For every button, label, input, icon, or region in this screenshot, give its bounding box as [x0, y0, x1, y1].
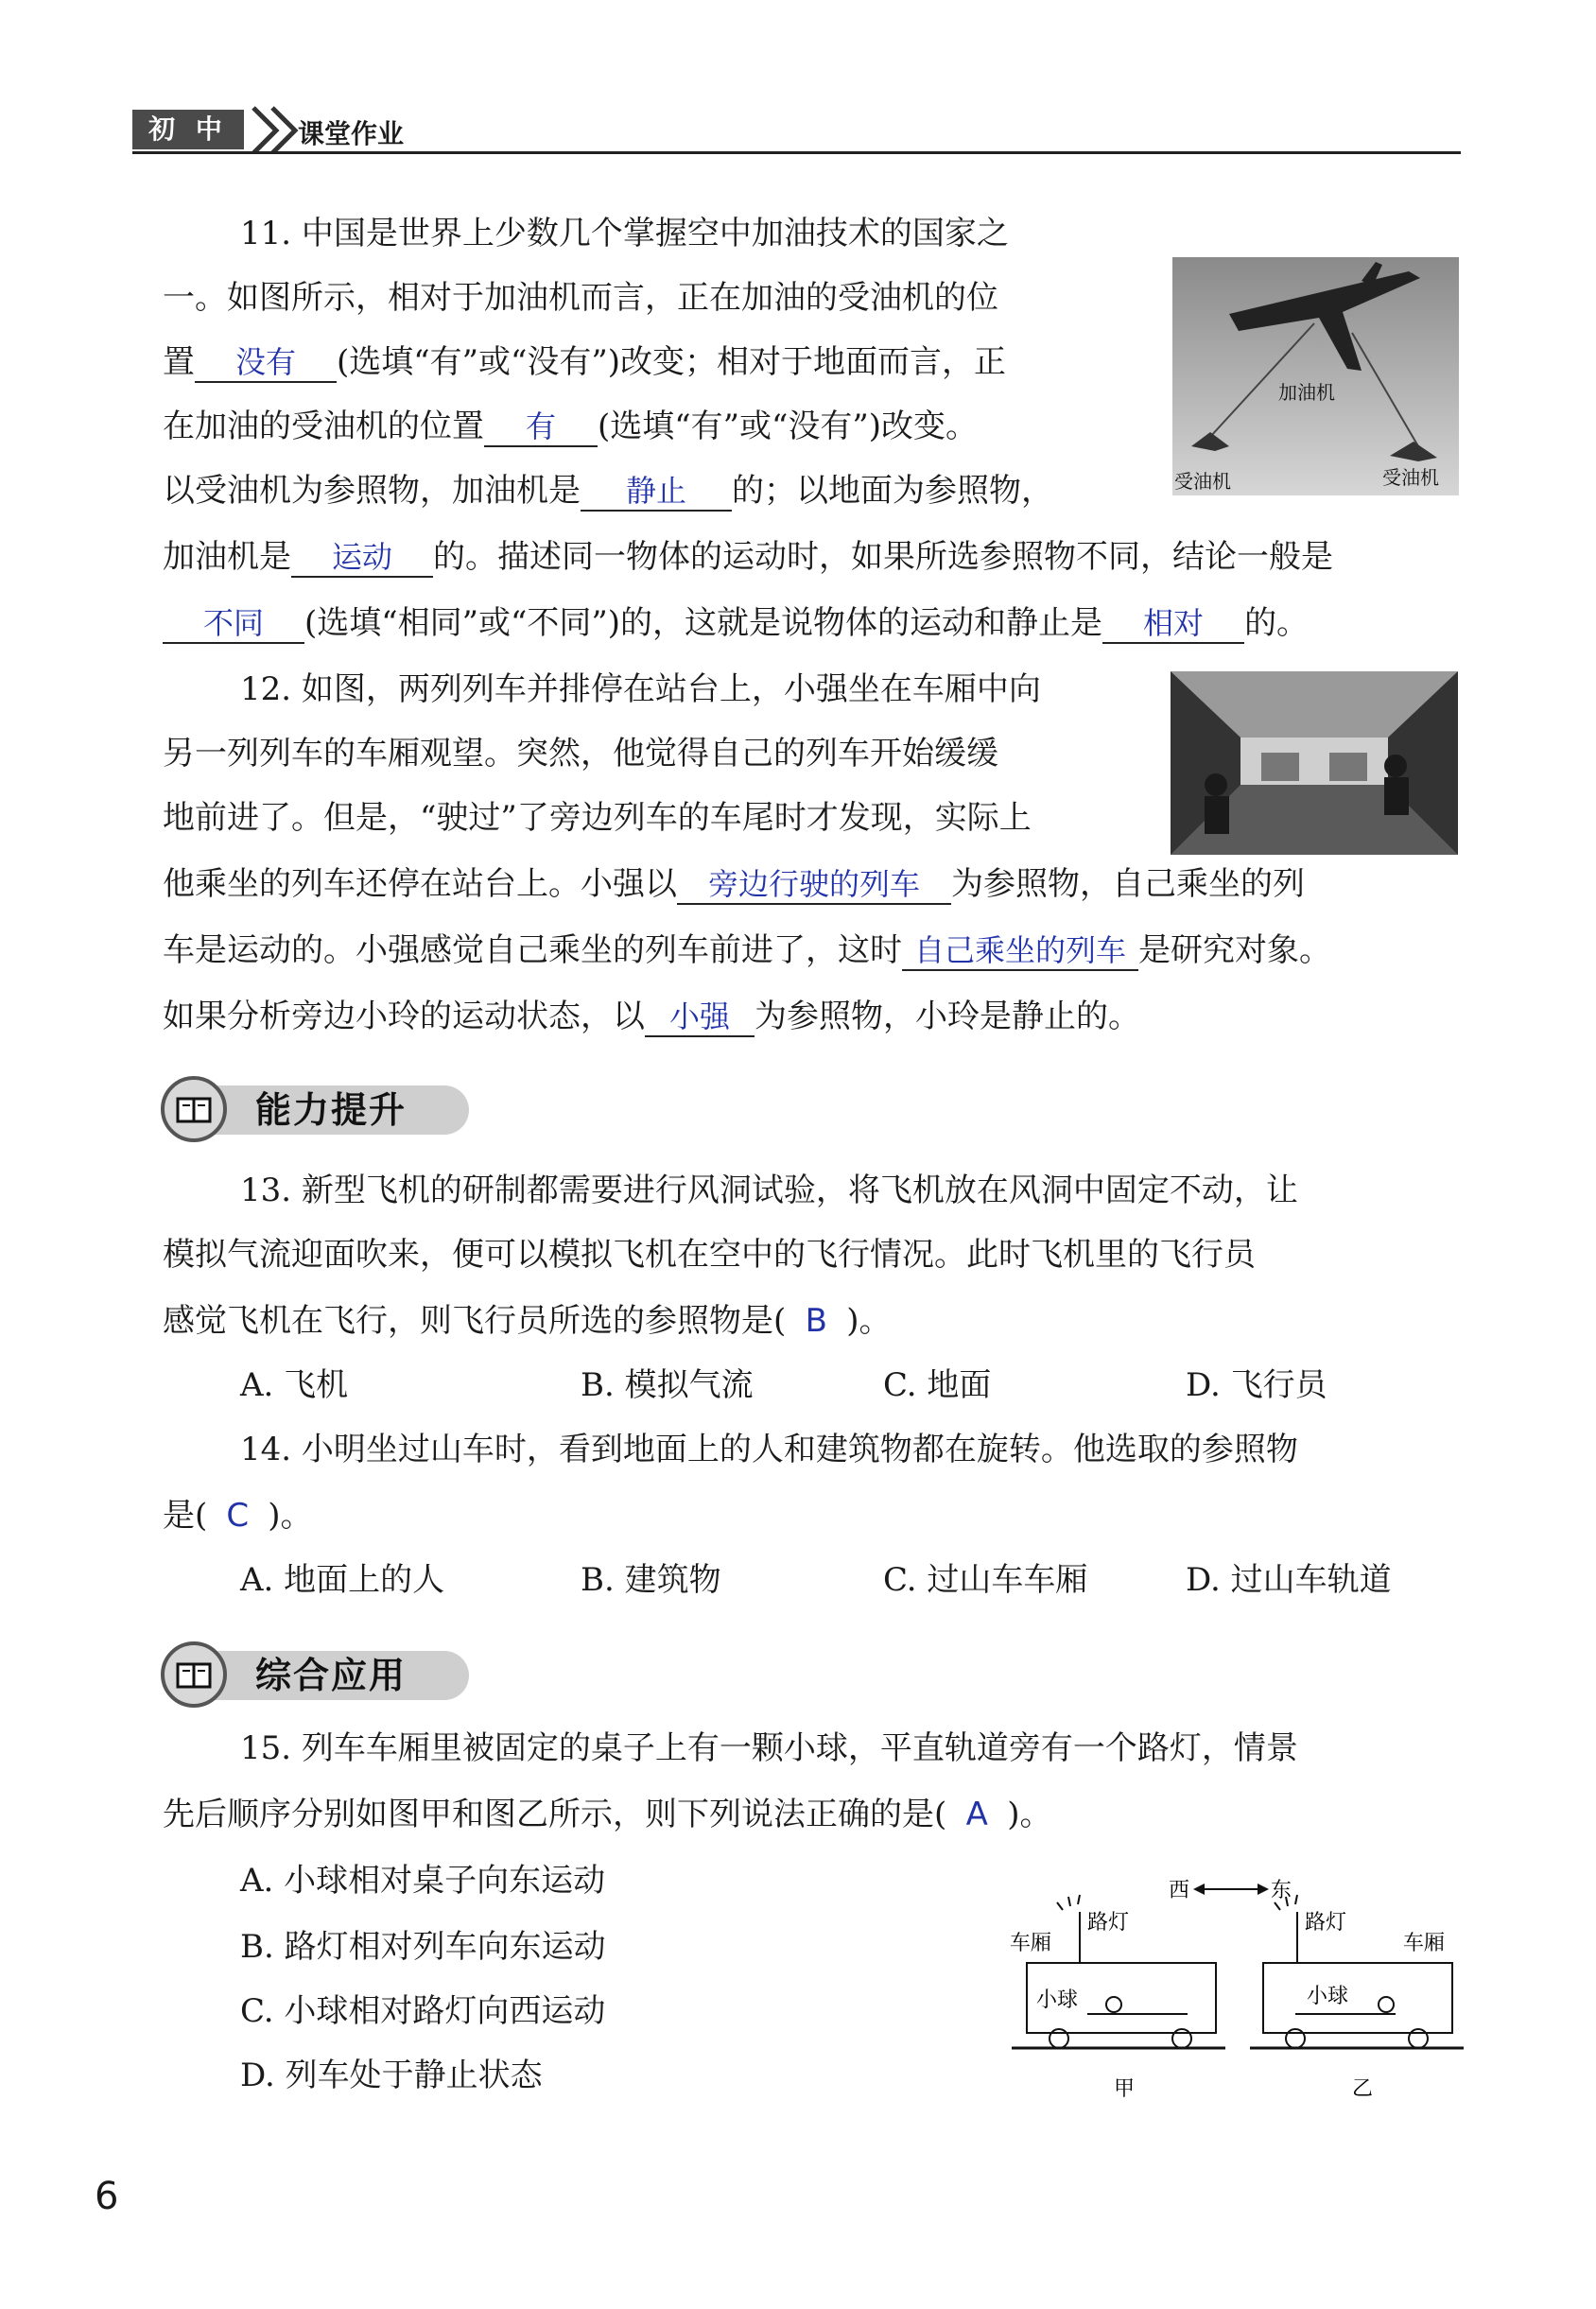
- book-icon: [170, 1085, 217, 1133]
- arrow-east-icon: [1258, 1884, 1269, 1895]
- page-header: [132, 102, 1461, 155]
- q11-line7: 不同 (选填“相同”或“不同”)的，这就是说物体的运动和静止是 相对 的。: [163, 601, 1309, 645]
- q12-line2: 另一列列车的车厢观望。突然，他觉得自己的列车开始缓缓: [163, 735, 998, 773]
- level-tab: 初 中: [132, 110, 244, 149]
- q11-answer-3: 静止: [581, 472, 732, 512]
- q13-line2: 模拟气流迎面吹来，便可以模拟飞机在空中的飞行情况。此时飞机里的飞行员: [163, 1236, 1256, 1274]
- receiver-label-right: 受油机: [1382, 466, 1439, 489]
- q12-line6: 如果分析旁边小玲的运动状态，以 小强 为参照物，小玲是静止的。: [163, 998, 1140, 1035]
- q13-option-c: C. 地面: [883, 1366, 992, 1404]
- east-label: 东: [1271, 1879, 1292, 1902]
- q11-line3: 置 没有 (选填“有”或“没有”)改变；相对于地面而言，正: [163, 343, 1007, 381]
- q11-answer-4: 运动: [291, 538, 433, 578]
- q12-answer-3: 小强: [645, 998, 755, 1037]
- q15-answer: A: [965, 1796, 988, 1833]
- ball-label-yi: 小球: [1307, 1985, 1349, 2008]
- west-label: 西: [1169, 1879, 1190, 1902]
- q12-line1: 12. 如图，两列列车并排停在站台上，小强坐在车厢中向: [240, 670, 1041, 708]
- q13-option-b: B. 模拟气流: [581, 1366, 754, 1404]
- refueling-image: [1172, 257, 1459, 495]
- section-title: 能力提升: [255, 1089, 408, 1131]
- section-comprehensive-application: [157, 1636, 469, 1713]
- q12-line5: 车是运动的。小强感觉自己乘坐的列车前进了，这时 自己乘坐的列车 是研究对象。: [163, 931, 1331, 969]
- q14-option-d: D. 过山车轨道: [1186, 1561, 1392, 1599]
- tanker-label: 加油机: [1278, 381, 1335, 404]
- q11-line6: 加油机是 运动 的。描述同一物体的运动时，如果所选参照物不同，结论一般是: [163, 538, 1333, 576]
- ball-yi: [1379, 1997, 1394, 2012]
- q11-line1: 11. 中国是世界上少数几个掌握空中加油技术的国家之: [240, 215, 1009, 252]
- header-rule: [132, 151, 1461, 154]
- q14-option-c: C. 过山车车厢: [883, 1561, 1088, 1599]
- q13-line1: 13. 新型飞机的研制都需要进行风洞试验，将飞机放在风洞中固定不动，让: [240, 1172, 1298, 1209]
- train-interior-image: [1171, 671, 1458, 855]
- q11-answer-1: 没有: [195, 343, 337, 383]
- lamp-label-yi: 路灯: [1305, 1911, 1347, 1935]
- q13-line3: 感觉飞机在飞行，则飞行员所选的参照物是( B )。: [163, 1299, 892, 1343]
- q12-answer-2: 自己乘坐的列车: [902, 931, 1138, 971]
- q13-answer: B: [805, 1302, 827, 1340]
- car-body-yi: [1263, 1963, 1452, 2033]
- section-title: 综合应用: [255, 1655, 408, 1696]
- q14-line2: 是( C )。: [163, 1494, 313, 1537]
- q13-option-d: D. 飞行员: [1186, 1366, 1327, 1404]
- lamp-label-jia: 路灯: [1087, 1911, 1130, 1935]
- q15-option-b: B. 路灯相对列车向东运动: [240, 1928, 606, 1966]
- q11-line5: 以受油机为参照物，加油机是 静止 的；以地面为参照物，: [163, 472, 1053, 510]
- ball-label-jia: 小球: [1036, 1988, 1079, 2012]
- receiver-label-left: 受油机: [1174, 470, 1231, 493]
- q15-option-d: D. 列车处于静止状态: [240, 2057, 543, 2094]
- figure-jia-label: 甲: [1114, 2077, 1136, 2101]
- header-title: 课堂作业: [298, 118, 405, 149]
- car-label-yi: 车厢: [1403, 1932, 1446, 1955]
- q11-answer-5: 不同: [163, 604, 304, 644]
- q12-line4: 他乘坐的列车还停在站台上。小强以 旁边行驶的列车 为参照物，自己乘坐的列: [163, 865, 1305, 903]
- q14-option-a: A. 地面上的人: [240, 1561, 445, 1599]
- q14-line1: 14. 小明坐过山车时，看到地面上的人和建筑物都在旋转。他选取的参照物: [240, 1431, 1298, 1468]
- q15-line1: 15. 列车车厢里被固定的桌子上有一颗小球，平直轨道旁有一个路灯，情景: [240, 1729, 1298, 1767]
- q11-answer-6: 相对: [1102, 604, 1244, 644]
- q15-option-c: C. 小球相对路灯向西运动: [240, 1992, 606, 2030]
- page-number: 6: [95, 2175, 119, 2218]
- q14-option-b: B. 建筑物: [581, 1561, 721, 1599]
- ball-jia: [1106, 1997, 1121, 2012]
- car-label-jia: 车厢: [1010, 1932, 1052, 1955]
- q11-line4: 在加油的受油机的位置 有 (选填“有”或“没有”)改变。: [163, 408, 979, 445]
- q14-answer: C: [226, 1497, 250, 1535]
- q12-answer-1: 旁边行驶的列车: [677, 865, 951, 905]
- q15-figure: [1002, 1872, 1466, 2109]
- q15-line2: 先后顺序分别如图甲和图乙所示，则下列说法正确的是( A )。: [163, 1793, 1052, 1836]
- q12-line3: 地前进了。但是，“驶过”了旁边列车的车尾时才发现，实际上: [163, 799, 1032, 837]
- book-icon: [170, 1651, 217, 1698]
- figure-yi-label: 乙: [1352, 2077, 1374, 2101]
- q15-option-a: A. 小球相对桌子向东运动: [240, 1862, 606, 1900]
- q11-answer-2: 有: [484, 408, 598, 447]
- section-ability-improve: [157, 1070, 469, 1148]
- q13-option-a: A. 飞机: [240, 1366, 349, 1404]
- q11-line2: 一。如图所示，相对于加油机而言，正在加油的受油机的位: [163, 279, 998, 317]
- arrow-west-icon: [1193, 1884, 1205, 1895]
